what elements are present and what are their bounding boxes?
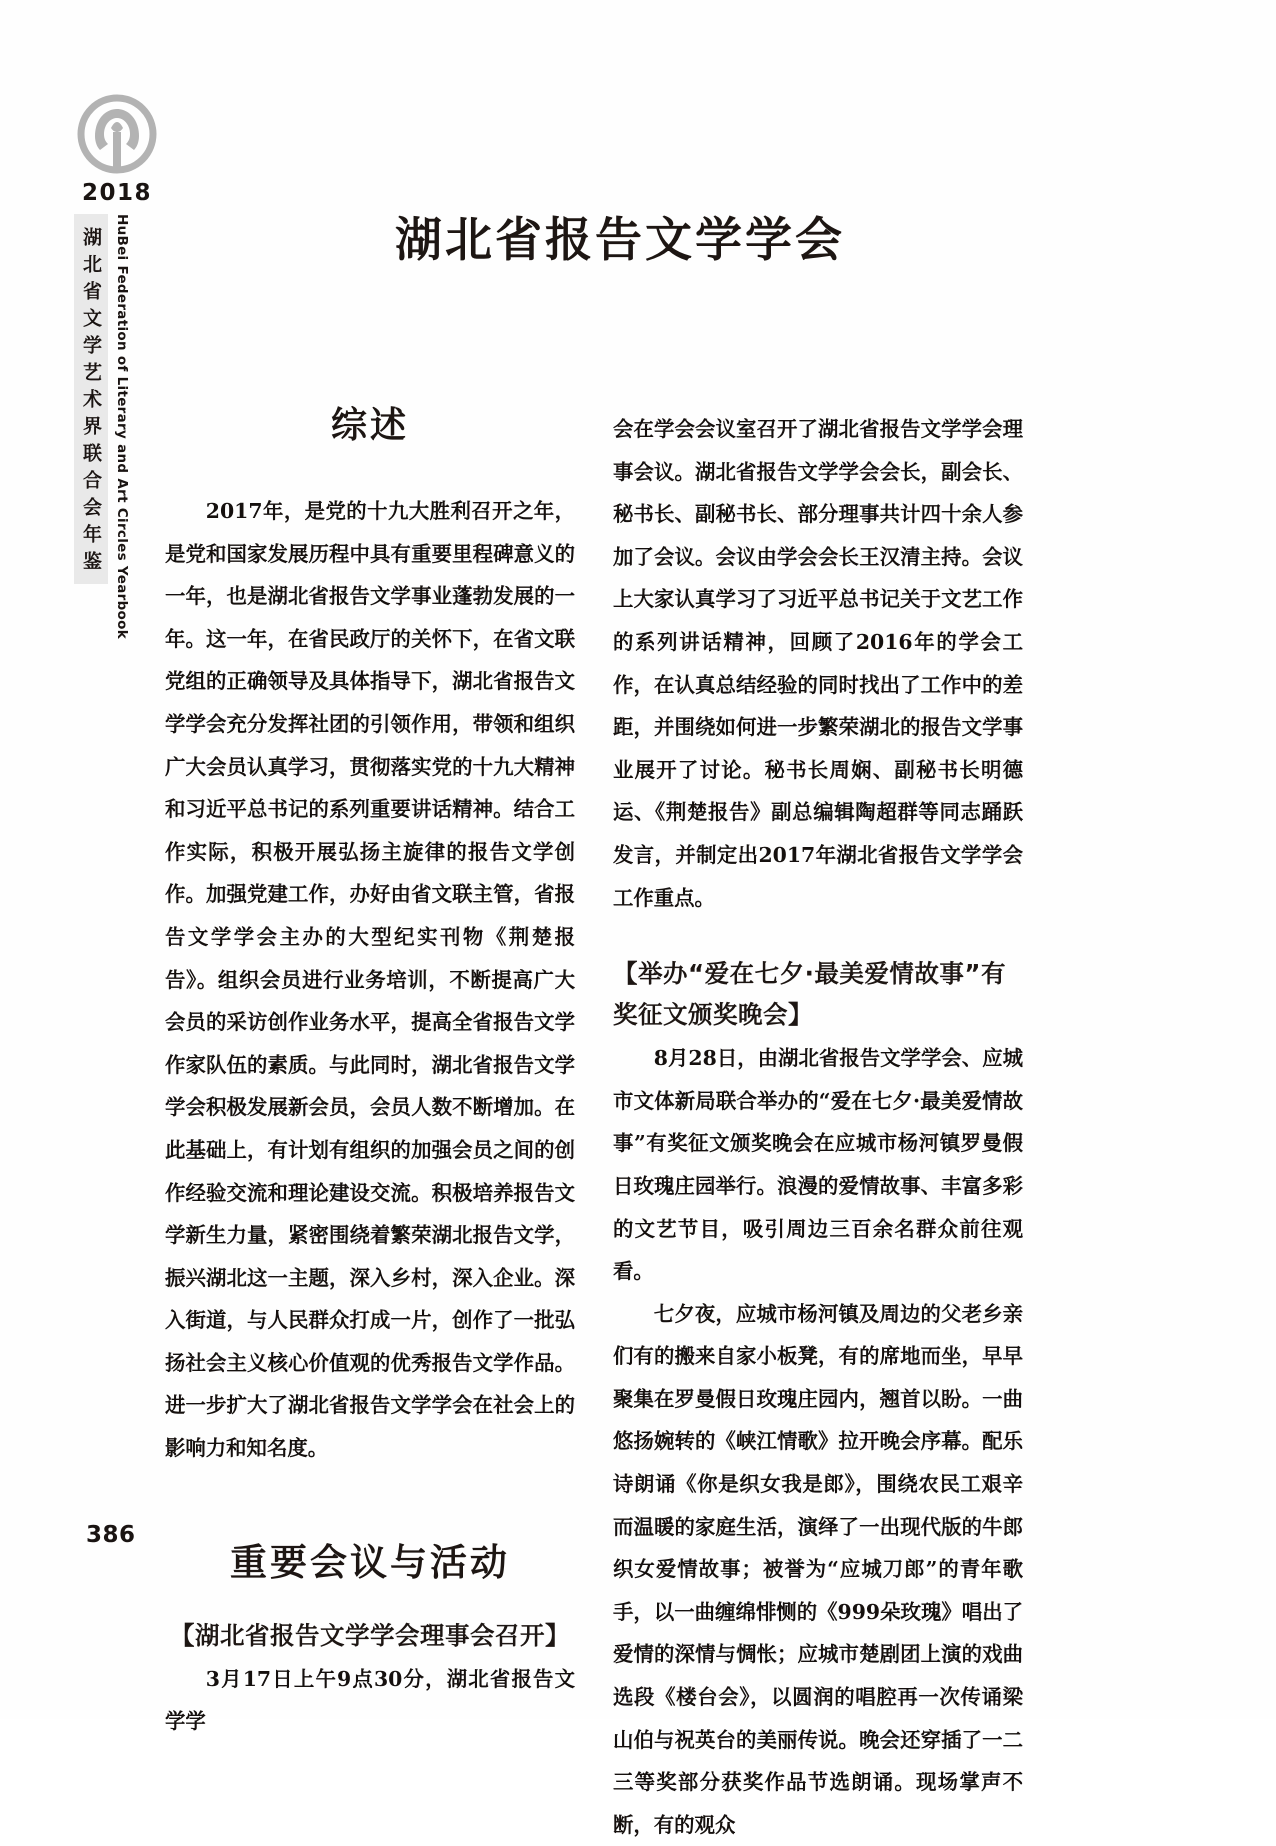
qixi-gala-paragraph: 8月28日，由湖北省报告文学学会、应城市文体新局联合举办的“爱在七夕·最美爱情故事”有奖征文颁奖晚会在应城市杨河镇罗曼假日玫瑰庄园举行。浪漫的爱情故事、丰富多彩的文艺节目，吸引周边三百余名群众前往观看。 [613,1046,1023,1284]
qixi-night-paragraph: 七夕夜，应城市杨河镇及周边的父老乡亲们有的搬来自家小板凳，有的席地而坐，早早聚集在罗曼假日玫瑰庄园内，翘首以盼。一曲悠扬婉转的《峡江情歌》拉开晚会序幕。配乐诗朗诵《你是织女我是郎》，围绕农民工艰辛而温暖的家庭生活，演绎了一出现代版的牛郎织女爱情故事；被誉为“应城刀郎”的青年歌手，以一曲缠绵悱恻的《999朵玫瑰》唱出了爱情的深情与惆怅；应城市楚剧团上演的戏曲选段《楼台会》，以圆润的唱腔再一次传诵梁山伯与祝英台的美丽传说。晚会还穿插了一二三等奖部分获奖作品节选朗诵。现场掌声不断，有的观众 [613,1301,1023,1837]
vertical-title-en: HuBei Federation of Literary and Art Circles Yearbook [114,214,130,639]
vertical-title-cn: 湖北省文学艺术界联合会年鉴 [74,214,108,584]
council-meeting-paragraph-start: 3月17日上午9点30分，湖北省报告文学学 [165,1666,575,1734]
hubei-federation-emblem-icon [75,92,159,176]
council-meeting-paragraph-continued: 会在学会会议室召开了湖北省报告文学学会理事会议。湖北省报告文学学会会长，副会长、秘书长、副秘书长、部分理事共计四十余人参加了会议。会议由学会会长王汉清主持。会议上大家认真学习了习近平总书记关于文艺工作的系列讲话精神，回顾了2016年的学会工作，在认真总结经验的同时找出了工作中的差距，并围绕如何进一步繁荣湖北的报告文学事业展开了讨论。秘书长周娴、副秘书长明德运、《荆楚报告》副总编辑陶超群等同志踊跃发言，并制定出2017年湖北省报告文学学会工作重点。 [613,417,1023,910]
body-column-right [613,408,1023,1846]
page-number: 386 [86,1522,136,1548]
page-title: 湖北省报告文学学会 [395,213,845,268]
subheading-qixi-gala: 【举办“爱在七夕·最美爱情故事”有奖征文颁奖晚会】 [613,959,1007,1030]
body-column-left [165,405,575,1743]
section-heading-overview: 综述 [330,405,409,446]
subheading-council-meeting: 【湖北省报告文学学会理事会召开】 [170,1620,570,1650]
emblem-year-label: 2018 [81,180,152,206]
vertical-yearbook-label [74,214,150,639]
section-heading-meetings: 重要会议与活动 [230,1540,510,1584]
overview-paragraph: 2017年，是党的十九大胜利召开之年，是党和国家发展历程中具有重要里程碑意义的一年，也是湖北省报告文学事业蓬勃发展的一年。这一年，在省民政厅的关怀下，在省文联党组的正确领导及具体指导下，湖北省报告文学学会充分发挥社团的引领作用，带领和组织广大会员认真学习，贯彻落实党的十九大精神和习近平总书记的系列重要讲话精神。结合工作实际，积极开展弘扬主旋律的报告文学创作。加强党建工作，办好由省文联主管，省报告文学学会主办的大型纪实刊物《荆楚报告》。组织会员进行业务培训，不断提高广大会员的采访创作业务水平，提高全省报告文学作家队伍的素质。与此同时，湖北省报告文学学会积极发展新会员，会员人数不断增加。在此基础上，有计划有组织的加强会员之间的创作经验交流和理论建设交流。积极培养报告文学新生力量，紧密围绕着繁荣湖北报告文学，振兴湖北这一主题，深入乡村，深入企业。深入街道，与人民群众打成一片，创作了一批弘扬社会主义核心价值观的优秀报告文学作品。进一步扩大了湖北省报告文学学会在社会上的影响力和知名度。 [165,499,575,1461]
margin-emblem-block [62,92,172,206]
